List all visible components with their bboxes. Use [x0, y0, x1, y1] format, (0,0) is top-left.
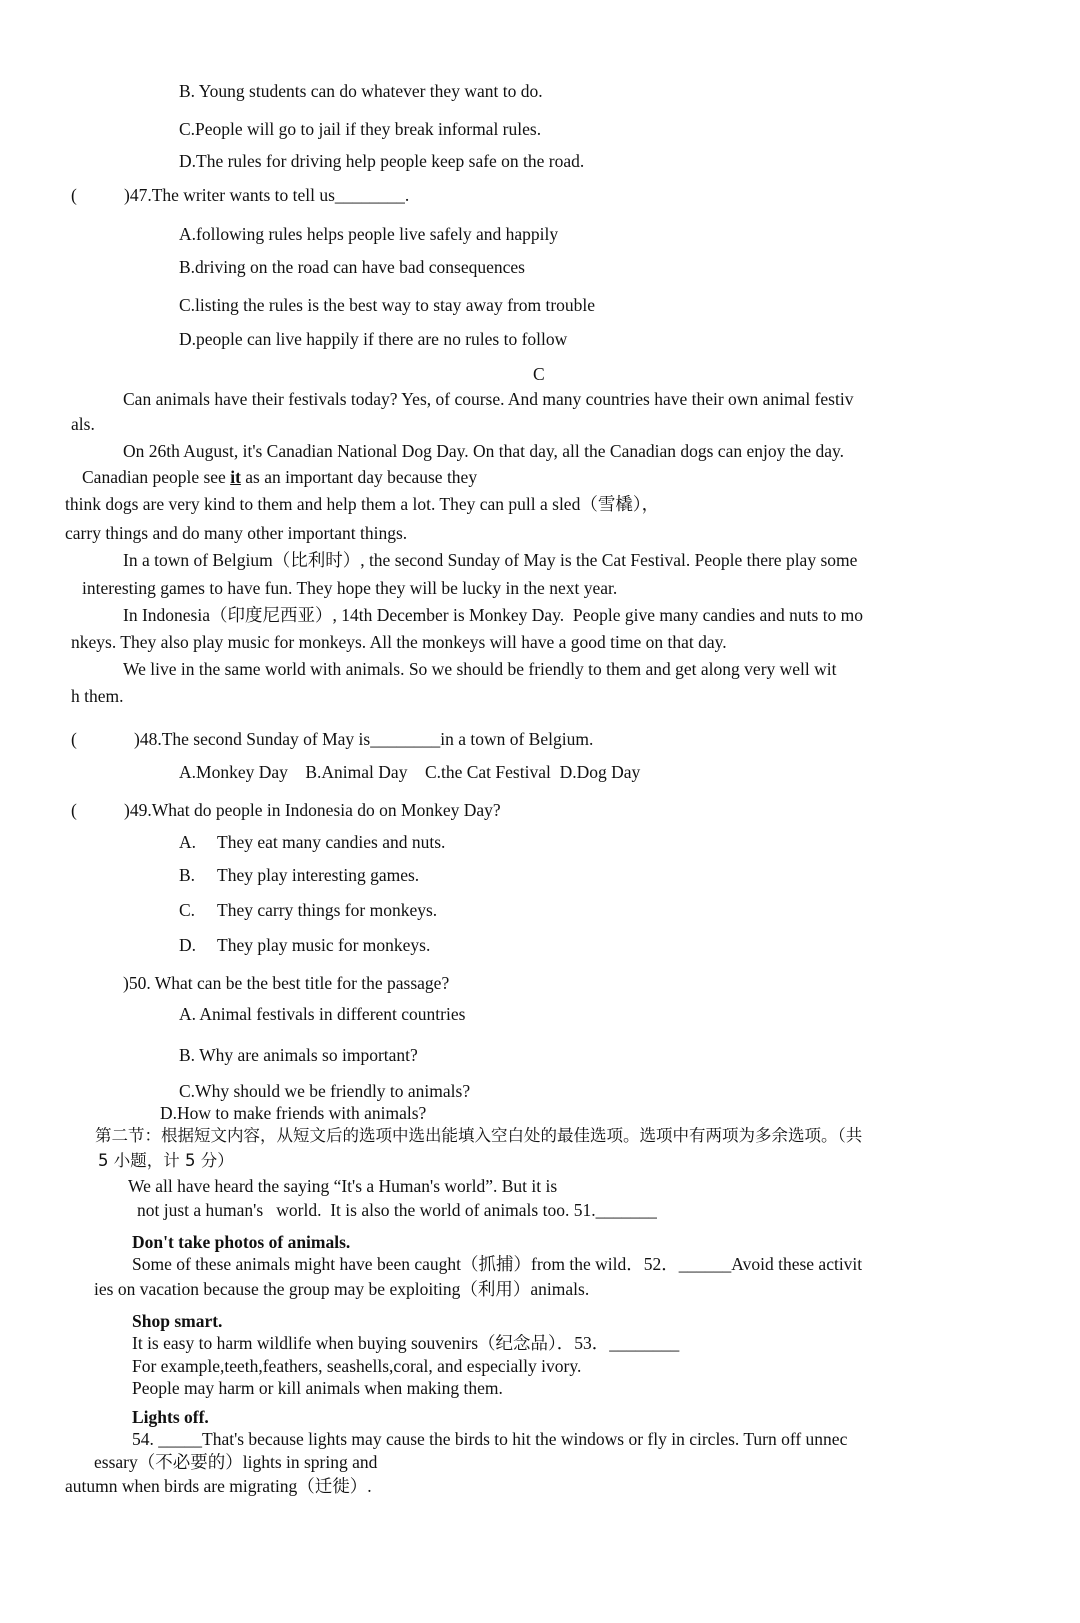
section2-h1-line1: Some of these animals might have been caught（抓捕）from the wild．52．______Avoid these activit	[132, 1254, 863, 1274]
section2-h3-line3: autumn when birds are migrating（迁徙）.	[65, 1476, 372, 1496]
q50-option-d: D.How to make friends with animals?	[160, 1103, 427, 1123]
q49-option-a: They eat many candies and nuts.	[217, 832, 446, 852]
q49-question: )49.What do people in Indonesia do on Monkey Day?	[124, 800, 501, 820]
q47-question: )47.The writer wants to tell us________.	[124, 185, 410, 205]
q46-option-c: C.People will go to jail if they break informal rules.	[179, 119, 542, 139]
passage-letter: C	[533, 364, 545, 384]
section2-h2-line1: It is easy to harm wildlife when buying souvenirs（纪念品）．53．________	[132, 1333, 680, 1353]
section2-h2-line2: For example,teeth,feathers, seashells,coral, and especially ivory.	[132, 1356, 582, 1376]
passage-p2-line2-post: as an important day because they	[240, 467, 478, 487]
q48-question: )48.The second Sunday of May is________in a town of Belgium.	[134, 729, 594, 749]
q50-question: )50. What can be the best title for the passage?	[123, 973, 450, 993]
q47-option-d: D.people can live happily if there are no rules to follow	[179, 329, 568, 349]
section2-intro-line1: We all have heard the saying “It's a Human's world”. But it is	[128, 1176, 558, 1196]
passage-p5-line1: We live in the same world with animals. So we should be friendly to them and get along very well wit	[123, 659, 837, 679]
q50-option-b: B. Why are animals so important?	[179, 1045, 418, 1065]
passage-p1-line1: Can animals have their festivals today? Yes, of course. And many countries have their own animal festiv	[123, 389, 854, 409]
q49-option-d-letter: D.	[179, 935, 197, 955]
q49-option-c-letter: C.	[179, 900, 196, 920]
q49-option-c: They carry things for monkeys.	[217, 900, 438, 920]
q48-answer-paren: (	[71, 729, 77, 749]
q49-option-b-letter: B.	[179, 865, 196, 885]
q48-options: A.Monkey Day B.Animal Day C.the Cat Festival D.Dog Day	[179, 762, 641, 782]
section2-h2-line3: People may harm or kill animals when making them.	[132, 1378, 503, 1398]
passage-p2-line2-pre: Canadian people see	[82, 467, 231, 487]
q49-option-a-letter: A.	[179, 832, 197, 852]
q46-option-b: B. Young students can do whatever they want to do.	[179, 81, 543, 101]
q47-option-b: B.driving on the road can have bad consequences	[179, 257, 525, 277]
section2-intro-line2: not just a human's world. It is also the world of animals too. 51._______	[137, 1200, 657, 1220]
passage-p3-line2: interesting games to have fun. They hope they will be lucky in the next year.	[82, 578, 618, 598]
underlined-word-it: it	[230, 467, 241, 487]
passage-p2-line1: On 26th August, it's Canadian National Dog Day. On that day, all the Canadian dogs can enjoy the day.	[123, 441, 844, 461]
section2-instructions-line1: 第二节：根据短文内容，从短文后的选项中选出能填入空白处的最佳选项。选项中有两项为多余选项。（共	[95, 1126, 863, 1145]
passage-p2-line3: think dogs are very kind to them and help them a lot. They can pull a sled（雪橇），	[65, 494, 660, 514]
passage-p2-line2	[82, 469, 477, 487]
passage-p3-line1: In a town of Belgium（比利时）, the second Sunday of May is the Cat Festival. People there play some	[123, 550, 858, 570]
q50-option-c: C.Why should we be friendly to animals?	[179, 1081, 471, 1101]
passage-p2-line4: carry things and do many other important things.	[65, 523, 408, 543]
heading-dont-take-photos: Don't take photos of animals.	[132, 1232, 351, 1252]
q49-option-b: They play interesting games.	[217, 865, 420, 885]
q49-answer-paren: (	[71, 800, 77, 820]
passage-p5-line2: h them.	[71, 686, 124, 706]
q46-option-d: D.The rules for driving help people keep safe on the road.	[179, 151, 585, 171]
q49-option-d: They play music for monkeys.	[217, 935, 431, 955]
section2-h3-line2: essary（不必要的）lights in spring and	[94, 1452, 378, 1472]
q47-option-c: C.listing the rules is the best way to stay away from trouble	[179, 295, 596, 315]
q50-option-a: A. Animal festivals in different countries	[179, 1004, 466, 1024]
q47-answer-paren: (	[71, 185, 77, 205]
heading-lights-off: Lights off.	[132, 1407, 209, 1427]
q47-option-a: A.following rules helps people live safely and happily	[179, 224, 559, 244]
passage-p4-line2: nkeys. They also play music for monkeys. All the monkeys will have a good time on that day.	[71, 632, 727, 652]
section2-h1-line2: ies on vacation because the group may be exploiting（利用）animals.	[94, 1279, 590, 1299]
passage-p1-line2: als.	[71, 414, 95, 434]
passage-p4-line1: In Indonesia（印度尼西亚）, 14th December is Monkey Day. People give many candies and nuts to mo	[123, 605, 864, 625]
heading-shop-smart: Shop smart.	[132, 1311, 223, 1331]
section2-instructions-line2: 5 小题，计 5 分）	[98, 1151, 234, 1170]
section2-h3-line1: 54. _____That's because lights may cause the birds to hit the windows or fly in circles. Turn off unnec	[132, 1429, 848, 1449]
